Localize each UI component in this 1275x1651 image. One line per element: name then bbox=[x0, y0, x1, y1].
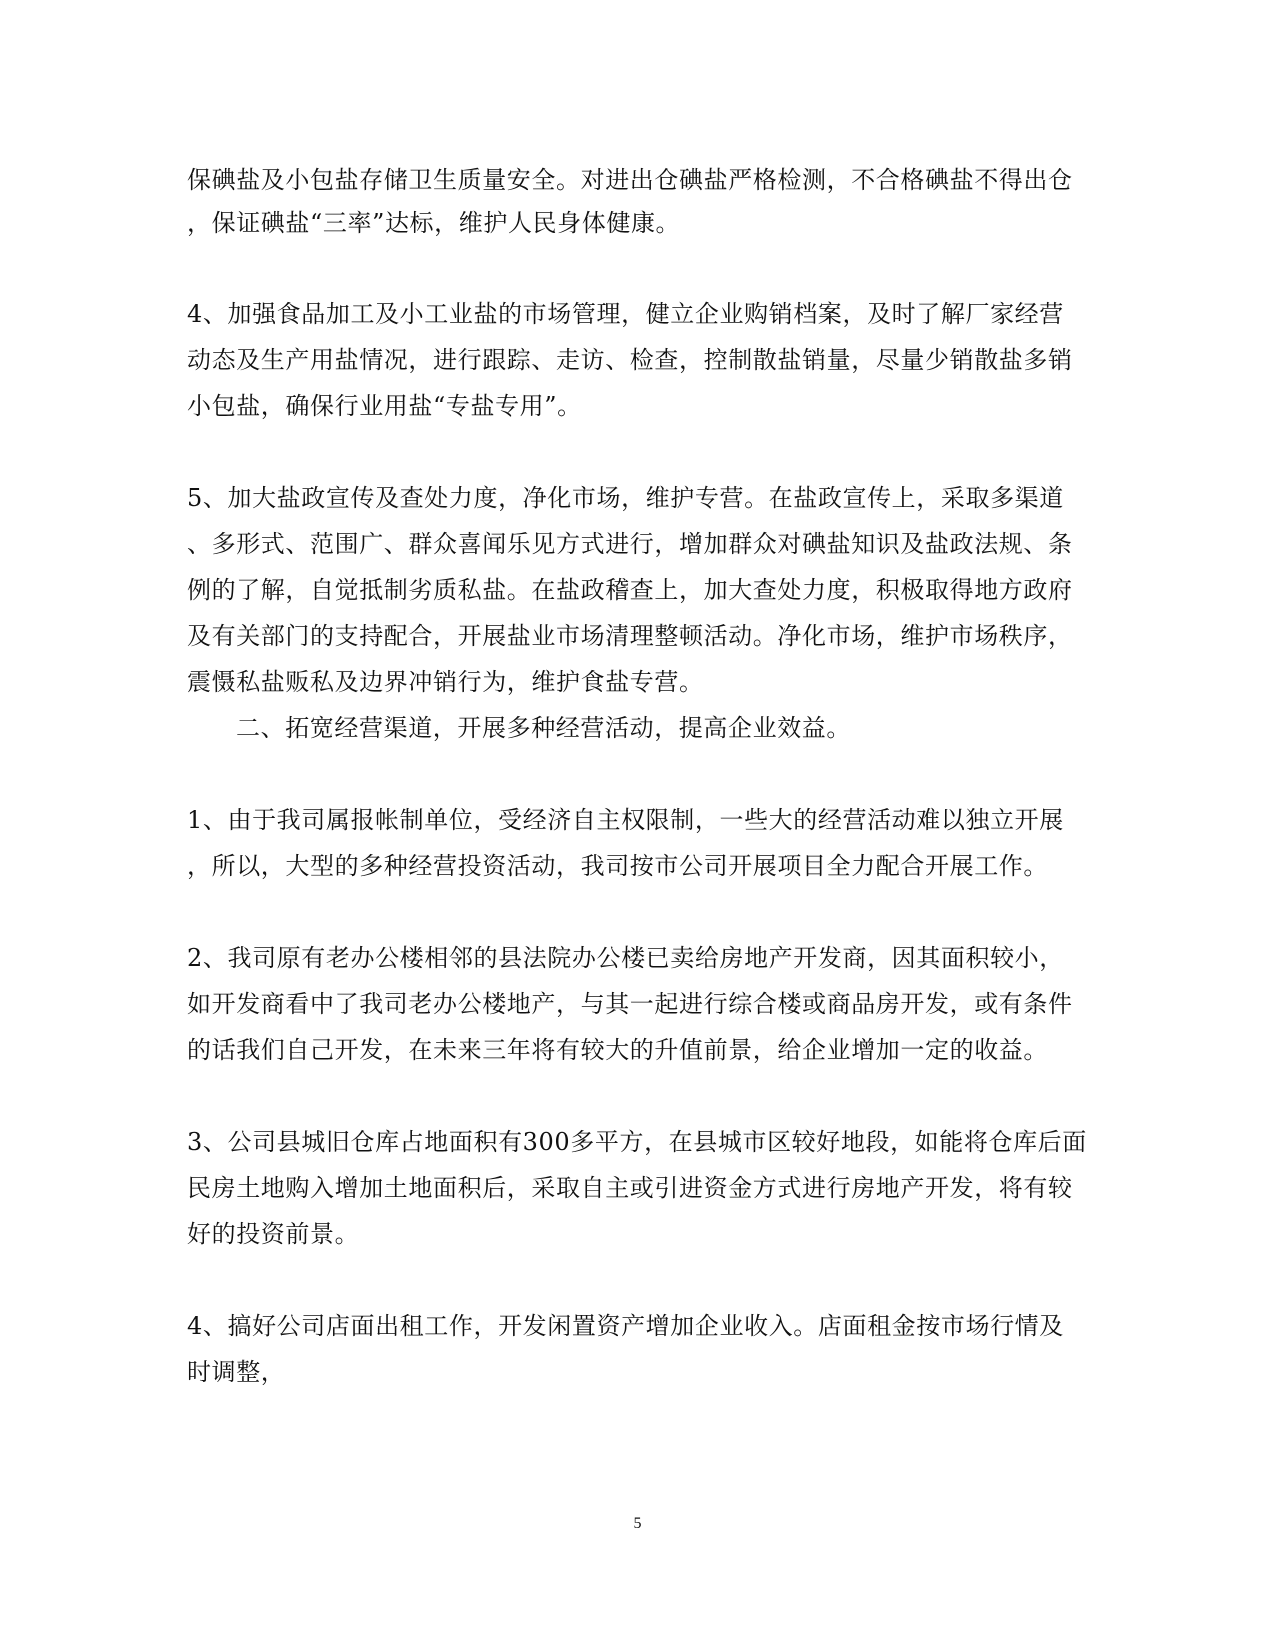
text-line: 4、加强食品加工及小工业盐的市场管理，健立企业购销档案，及时了解厂家经营 bbox=[187, 300, 1064, 328]
text-line: ，所以，大型的多种经营投资活动，我司按市公司开展项目全力配合开展工作。 bbox=[187, 852, 1048, 880]
text-line: 好的投资前景。 bbox=[187, 1220, 360, 1248]
text-line: 例的了解，自觉抵制劣质私盐。在盐政稽查上，加大查处力度，积极取得地方政府 bbox=[187, 576, 1073, 604]
text-line: 保碘盐及小包盐存储卫生质量安全。对进出仓碘盐严格检测，不合格碘盐不得出仓 bbox=[187, 166, 1073, 194]
text-line: 震慑私盐贩私及边界冲销行为，维护食盐专营。 bbox=[187, 668, 704, 696]
text-line: ，保证碘盐“三率”达标，维护人民身体健康。 bbox=[187, 209, 681, 237]
text-line: 、多形式、范围广、群众喜闻乐见方式进行，增加群众对碘盐知识及盐政法规、条 bbox=[187, 530, 1073, 558]
text-line: 民房土地购入增加土地面积后，采取自主或引进资金方式进行房地产开发，将有较 bbox=[187, 1174, 1073, 1202]
text-line: 动态及生产用盐情况，进行跟踪、走访、检查，控制散盐销量，尽量少销散盐多销 bbox=[187, 346, 1073, 374]
text-line: 1、由于我司属报帐制单位，受经济自主权限制，一些大的经营活动难以独立开展 bbox=[187, 806, 1064, 834]
text-line: 及有关部门的支持配合，开展盐业市场清理整顿活动。净化市场，维护市场秩序， bbox=[187, 622, 1073, 650]
text-line: 时调整， bbox=[187, 1358, 286, 1386]
text-line: 的话我们自己开发，在未来三年将有较大的升值前景，给企业增加一定的收益。 bbox=[187, 1036, 1048, 1064]
text-line: 3、公司县城旧仓库占地面积有300多平方，在县城市区较好地段，如能将仓库后面 bbox=[187, 1128, 1087, 1156]
text-line: 2、我司原有老办公楼相邻的县法院办公楼已卖给房地产开发商，因其面积较小， bbox=[187, 944, 1064, 972]
text-line: 小包盐，确保行业用盐“专盐专用”。 bbox=[187, 392, 582, 420]
text-line: 5、加大盐政宣传及查处力度，净化市场，维护专营。在盐政宣传上，采取多渠道 bbox=[187, 484, 1064, 512]
text-line: 4、搞好公司店面出租工作，开发闲置资产增加企业收入。店面租金按市场行情及 bbox=[187, 1312, 1064, 1340]
text-line: 如开发商看中了我司老办公楼地产，与其一起进行综合楼或商品房开发，或有条件 bbox=[187, 990, 1073, 1018]
page-number: 5 bbox=[633, 1515, 642, 1532]
section-heading: 二、拓宽经营渠道，开展多种经营活动，提高企业效益。 bbox=[236, 714, 851, 742]
